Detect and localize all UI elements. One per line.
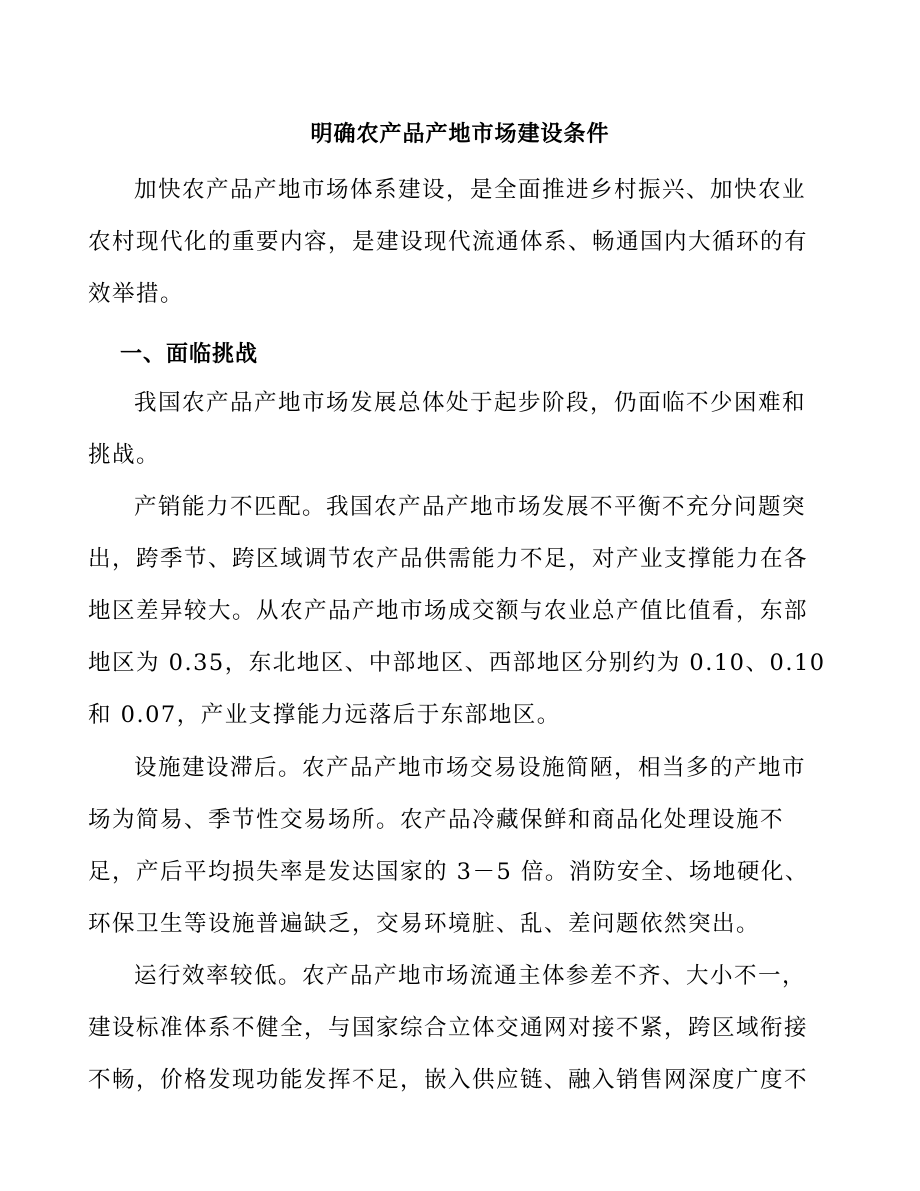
document-title: 明确农产品产地市场建设条件 [310,122,610,147]
paragraph-production-sales: 产销能力不匹配。我国农产品产地市场发展不平衡不充分问题突出，跨季节、跨区域调节农产品供需能力不足，对产业支撑能力在各地区差异较大。从农产品产地市场成交额与农业总产值比值看，东部地区为 0.35，东北地区、中部地区、西部地区分别约为 0.10、0.10 和 0.07，产业支撑能力远落后于东部地区。 [88,494,826,728]
paragraph-challenges-overview: 我国农产品产地市场发展总体处于起步阶段，仍面临不少困难和挑战。 [88,390,807,468]
paragraph-efficiency: 运行效率较低。农产品产地市场流通主体参差不齐、大小不一，建设标准体系不健全，与国家综合立体交通网对接不紧，跨区域衔接不畅，价格发现功能发挥不足，嵌入供应链、融入销售网深度广度不 [88,963,809,1093]
paragraph-facilities: 设施建设滞后。农产品产地市场交易设施简陋，相当多的产地市场为简易、季节性交易场所。农产品冷藏保鲜和商品化处理设施不足，产后平均损失率是发达国家的 3－5 倍。消防安全、场地硬化、环保卫生等设施普遍缺乏，交易环境脏、乱、差问题依然突出。 [88,755,809,937]
section-heading: 一、面临挑战 [120,342,259,367]
intro-paragraph: 加快农产品产地市场体系建设，是全面推进乡村振兴、加快农业农村现代化的重要内容，是建设现代流通体系、畅通国内大循环的有效举措。 [88,177,809,307]
